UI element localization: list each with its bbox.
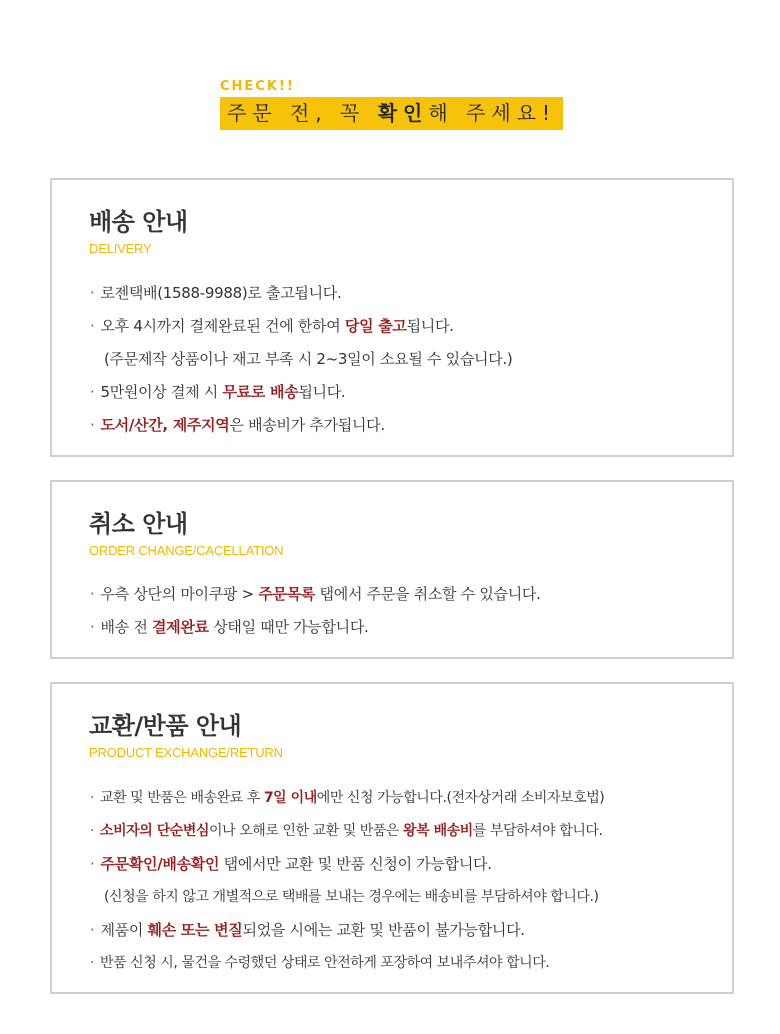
item-text: 오후 4시까지 결제완료된 건에 한하여 <box>100 317 345 335</box>
item-text: 배송 전 <box>100 618 152 636</box>
bullet-dot: · <box>90 618 95 636</box>
notice-banner-text: 주문 전, 꼭 <box>226 101 378 125</box>
item-text: 로젠택배(1588-9988)로 출고됩니다. <box>100 284 342 302</box>
list-item <box>90 578 722 611</box>
bullet-dot: · <box>90 790 95 806</box>
item-text: (신청을 하지 않고 개별적으로 택배를 보내는 경우에는 배송비를 부담하셔야 합니다.) <box>104 889 599 905</box>
item-text: 우측 상단의 마이쿠팡 > <box>100 585 259 603</box>
info-list <box>90 578 722 644</box>
item-text: (주문제작 상품이나 재고 부족 시 2~3일이 소요될 수 있습니다.) <box>104 350 513 368</box>
notice-banner <box>220 97 563 130</box>
item-text: 5만원이상 결제 시 <box>100 383 223 401</box>
item-text: 제품이 <box>100 921 148 939</box>
highlight-text: 주문확인/배송확인 <box>100 855 220 873</box>
info-list <box>90 782 722 980</box>
highlight-text: 주문목록 <box>258 585 316 603</box>
bullet-dot: · <box>90 855 95 873</box>
section-subtitle: PRODUCT EXCHANGE/RETURN <box>89 745 283 760</box>
item-text: 상태일 때만 가능합니다. <box>208 618 369 636</box>
item-text: 교환 및 반품은 배송완료 후 <box>100 790 264 806</box>
item-text: 됩니다. <box>298 383 346 401</box>
list-item <box>90 611 722 644</box>
bullet-dot: · <box>90 585 95 603</box>
list-item <box>90 848 722 881</box>
section-subtitle: ORDER CHANGE/CACELLATION <box>89 543 284 558</box>
bullet-dot: · <box>90 823 95 839</box>
info-list <box>90 277 722 442</box>
list-item-note <box>90 881 722 914</box>
item-text: 은 배송비가 추가됩니다. <box>229 416 385 434</box>
notice-banner-emphasis: 확인 <box>377 101 429 125</box>
list-item <box>90 947 722 980</box>
list-item <box>90 815 722 848</box>
exchange-return-info-box <box>50 682 734 994</box>
section-title: 취소 안내 <box>89 510 188 538</box>
item-text: 탭에서만 교환 및 반품 신청이 가능합니다. <box>219 855 492 873</box>
list-item-note <box>90 343 722 376</box>
highlight-text: 도서/산간, 제주지역 <box>100 416 230 434</box>
item-text: 이나 오해로 인한 교환 및 반품은 <box>209 823 403 839</box>
list-item <box>90 277 722 310</box>
item-text: 되었을 시에는 교환 및 반품이 불가능합니다. <box>242 921 525 939</box>
highlight-text: 소비자의 단순변심 <box>100 823 210 839</box>
bullet-dot: · <box>90 416 95 434</box>
item-text: 됩니다. <box>406 317 454 335</box>
list-item <box>90 376 722 409</box>
list-item <box>90 409 722 442</box>
check-label: CHECK!! <box>220 79 295 94</box>
bullet-dot: · <box>90 383 95 401</box>
item-text: 탭에서 주문을 취소할 수 있습니다. <box>315 585 541 603</box>
item-text: 반품 신청 시, 물건을 수령했던 상태로 안전하게 포장하여 보내주셔야 합니다. <box>100 955 550 971</box>
highlight-text: 당일 출고 <box>344 317 407 335</box>
bullet-dot: · <box>90 284 95 302</box>
section-title: 배송 안내 <box>89 208 188 236</box>
highlight-text: 훼손 또는 변질 <box>147 921 243 939</box>
highlight-text: 왕복 배송비 <box>403 823 473 839</box>
bullet-dot: · <box>90 921 95 939</box>
list-item <box>90 914 722 947</box>
bullet-dot: · <box>90 317 95 335</box>
section-title: 교환/반품 안내 <box>89 712 242 740</box>
cancel-info-box <box>50 480 734 659</box>
highlight-text: 결제완료 <box>151 618 209 636</box>
notice-banner-text-end: 해 주세요! <box>428 101 556 125</box>
delivery-info-box <box>50 178 734 457</box>
list-item <box>90 782 722 815</box>
item-text: 를 부담하셔야 합니다. <box>472 823 603 839</box>
bullet-dot: · <box>90 955 95 971</box>
section-subtitle: DELIVERY <box>89 241 152 256</box>
highlight-text: 무료로 배송 <box>222 383 299 401</box>
highlight-text: 7일 이내 <box>263 790 317 806</box>
item-text: 에만 신청 가능합니다.(전자상거래 소비자보호법) <box>316 790 605 806</box>
list-item <box>90 310 722 343</box>
